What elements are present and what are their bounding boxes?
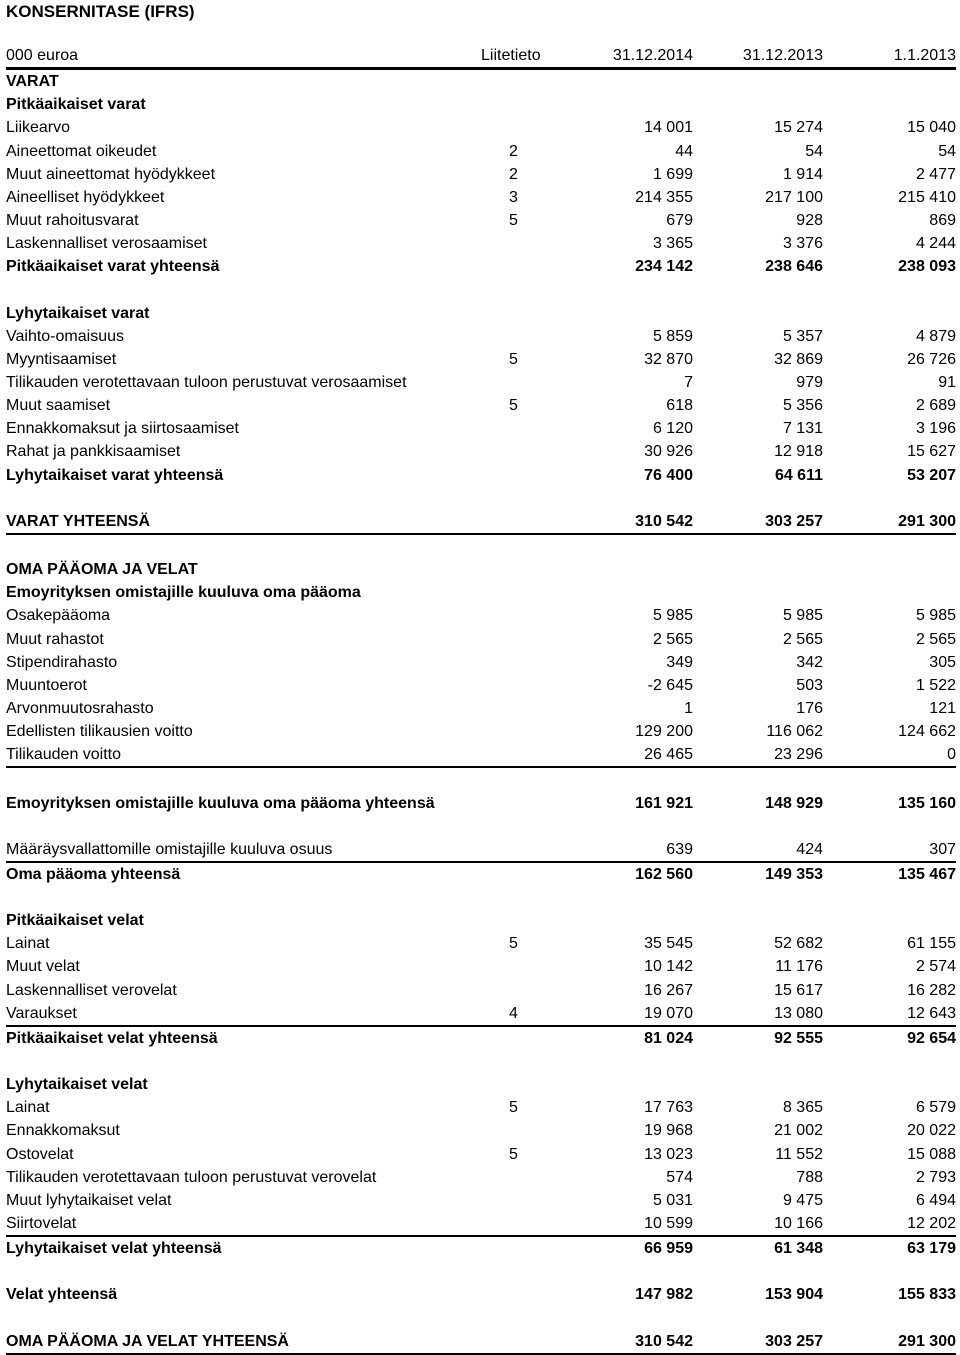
row-label: Pitkäaikaiset varat [6, 96, 146, 114]
table-row [6, 955, 956, 978]
value-2013: 153 904 [765, 1286, 823, 1304]
row-label: Siirtovelat [6, 1215, 77, 1233]
value-2014: 19 070 [644, 1004, 693, 1022]
value-2013-start: 215 410 [898, 188, 956, 206]
subtotal-row [6, 1237, 956, 1260]
table-row [6, 394, 956, 417]
value-2013-start: 124 662 [898, 723, 956, 741]
value-2014: 5 985 [652, 607, 693, 625]
table-row [6, 209, 956, 232]
value-2013: 1 914 [782, 165, 823, 183]
section-heading [6, 1073, 956, 1096]
header-col-2014: 31.12.2014 [612, 47, 693, 64]
row-label: Rahat ja pankkisaamiset [6, 443, 181, 461]
value-2013-start: 238 093 [898, 258, 956, 276]
value-2013-start: 291 300 [898, 512, 956, 530]
value-2013: 116 062 [766, 723, 823, 741]
grand-total-row [6, 510, 956, 535]
value-2014: 310 542 [635, 512, 693, 530]
row-label: Muut rahoitusvarat [6, 211, 139, 229]
value-2014: 234 142 [635, 258, 693, 276]
spacer-row [6, 1307, 956, 1330]
value-2013: 11 176 [775, 958, 823, 976]
row-note: 2 [509, 165, 518, 183]
value-2014: 2 565 [652, 630, 693, 648]
value-2013-start: 15 040 [907, 119, 956, 137]
row-label: Pitkäaikaiset velat [6, 912, 144, 930]
value-2013: 303 257 [765, 512, 823, 530]
value-2014: 17 763 [644, 1099, 693, 1117]
value-2014: 35 545 [644, 935, 693, 953]
subtotal-row [6, 255, 956, 278]
value-2013-start: 12 643 [907, 1004, 956, 1022]
subtotal-row [6, 464, 956, 487]
section-heading [6, 302, 956, 325]
row-note: 4 [509, 1004, 518, 1022]
row-label: Muuntoerot [6, 676, 87, 694]
value-2013-start: 53 207 [907, 466, 956, 484]
value-2013: 217 100 [765, 188, 823, 206]
row-label: Pitkäaikaiset varat yhteensä [6, 258, 220, 276]
row-label: OMA PÄÄOMA JA VELAT [6, 561, 198, 579]
table-row [6, 979, 956, 1002]
subtotal-row [6, 1283, 956, 1306]
value-2013-start: 1 522 [915, 676, 956, 694]
row-label: Laskennalliset verosaamiset [6, 235, 207, 253]
value-2014: 162 560 [635, 865, 693, 883]
row-label: Muut saamiset [6, 397, 111, 415]
value-2013-start: 305 [929, 653, 956, 671]
subtotal-row [6, 863, 956, 886]
value-2014: 66 959 [644, 1240, 693, 1258]
value-2013-start: 2 689 [915, 397, 956, 415]
value-2013: 3 376 [782, 235, 823, 253]
row-label: Vaihto-omaisuus [6, 327, 124, 345]
value-2013-start: 4 244 [915, 235, 956, 253]
value-2013-start: 61 155 [907, 935, 956, 953]
value-2013: 7 131 [782, 420, 823, 438]
table-row [6, 932, 956, 955]
row-label: Ostovelat [6, 1145, 74, 1163]
balance-sheet-table [6, 44, 956, 1355]
value-2013-start: 2 565 [915, 630, 956, 648]
value-2013: 9 475 [782, 1191, 823, 1209]
value-2014: 5 859 [652, 327, 693, 345]
table-row [6, 651, 956, 674]
value-2014: 44 [675, 142, 693, 160]
table-row [6, 140, 956, 163]
value-2014: 16 267 [644, 981, 693, 999]
value-2013: 503 [796, 676, 823, 694]
row-label: Tilikauden verotettavaan tuloon perustuvat verosaamiset [6, 373, 407, 391]
value-2014: 147 982 [635, 1286, 693, 1304]
row-label: Tilikauden verotettavaan tuloon perustuvat verovelat [6, 1168, 377, 1186]
row-label: Varaukset [6, 1004, 77, 1022]
value-2013: 21 002 [774, 1122, 823, 1140]
value-2013: 5 985 [782, 607, 823, 625]
table-header-row [6, 44, 956, 67]
table-row [6, 628, 956, 651]
value-2013-start: 91 [938, 373, 956, 391]
row-note: 5 [509, 211, 518, 229]
value-2013: 10 166 [774, 1215, 823, 1233]
value-2014: 349 [666, 653, 693, 671]
spacer-row [6, 886, 956, 909]
row-note: 5 [509, 1145, 518, 1163]
value-2013-start: 20 022 [907, 1122, 956, 1140]
spacer-row [6, 278, 956, 301]
value-2013-start: 869 [929, 211, 956, 229]
row-label: Lyhytaikaiset varat [6, 304, 150, 322]
table-row [6, 440, 956, 463]
value-2013: 342 [796, 653, 823, 671]
table-row [6, 838, 956, 863]
row-label: Määräysvallattomille omistajille kuuluva osuus [6, 840, 333, 858]
table-row [6, 1143, 956, 1166]
value-2014: -2 645 [647, 676, 693, 694]
page-title: KONSERNITASE (IFRS) [6, 2, 195, 21]
row-label: Edellisten tilikausien voitto [6, 723, 193, 741]
table-row [6, 348, 956, 371]
value-2013-start: 12 202 [907, 1215, 956, 1233]
row-label: Osakepääoma [6, 607, 111, 625]
value-2013: 15 617 [774, 981, 823, 999]
row-note: 2 [509, 142, 518, 160]
row-label: Muut rahastot [6, 630, 104, 648]
value-2014: 6 120 [652, 420, 693, 438]
value-2013-start: 63 179 [907, 1240, 956, 1258]
value-2014: 30 926 [644, 443, 693, 461]
row-label: Pitkäaikaiset velat yhteensä [6, 1029, 218, 1047]
spacer-row [6, 1260, 956, 1283]
value-2014: 214 355 [635, 188, 693, 206]
table-row [6, 1212, 956, 1237]
spacer-row [6, 768, 956, 791]
value-2013: 64 611 [774, 466, 823, 484]
spacer-row [6, 1050, 956, 1073]
value-2013-start: 15 627 [907, 443, 956, 461]
row-label: Aineettomat oikeudet [6, 142, 157, 160]
row-note: 5 [509, 397, 518, 415]
value-2013: 15 274 [774, 119, 823, 137]
table-row [6, 116, 956, 139]
table-row [6, 417, 956, 440]
row-label: OMA PÄÄOMA JA VELAT YHTEENSÄ [6, 1332, 289, 1350]
section-heading [6, 93, 956, 116]
value-2014: 129 200 [635, 723, 693, 741]
value-2013: 8 365 [782, 1099, 823, 1117]
value-2014: 679 [666, 211, 693, 229]
value-2013-start: 155 833 [898, 1286, 956, 1304]
section-heading [6, 67, 956, 93]
spacer-row [6, 487, 956, 510]
table-row [6, 232, 956, 255]
value-2013-start: 2 477 [915, 165, 956, 183]
grand-total-row [6, 1330, 956, 1355]
value-2013-start: 6 579 [915, 1099, 956, 1117]
subtotal-row [6, 792, 956, 815]
value-2014: 19 968 [644, 1122, 693, 1140]
value-2013: 61 348 [774, 1240, 823, 1258]
table-row [6, 697, 956, 720]
row-note: 5 [509, 1099, 518, 1117]
table-row [6, 604, 956, 627]
value-2014: 76 400 [644, 466, 693, 484]
table-body [6, 67, 956, 1355]
row-label: Arvonmuutosrahasto [6, 699, 154, 717]
table-row [6, 1119, 956, 1142]
value-2013-start: 4 879 [915, 327, 956, 345]
row-label: Laskennalliset verovelat [6, 981, 177, 999]
value-2014: 10 599 [644, 1215, 693, 1233]
row-label: Ennakkomaksut ja siirtosaamiset [6, 420, 239, 438]
value-2014: 10 142 [644, 958, 693, 976]
table-row [6, 743, 956, 768]
value-2013: 92 555 [774, 1029, 823, 1047]
value-2013-start: 16 282 [907, 981, 956, 999]
value-2013: 54 [805, 142, 823, 160]
row-label: Muut velat [6, 958, 80, 976]
value-2013-start: 15 088 [907, 1145, 956, 1163]
value-2013: 13 080 [774, 1004, 823, 1022]
row-label: Stipendirahasto [6, 653, 118, 671]
value-2013-start: 5 985 [915, 607, 956, 625]
row-label: Ennakkomaksut [6, 1122, 120, 1140]
value-2014: 7 [684, 373, 693, 391]
row-label: VARAT [6, 73, 59, 91]
value-2013: 11 552 [775, 1145, 823, 1163]
value-2013: 12 918 [774, 443, 823, 461]
header-col-2013-start: 1.1.2013 [893, 47, 956, 64]
value-2013: 928 [796, 211, 823, 229]
row-note: 5 [509, 350, 518, 368]
row-note: 3 [509, 188, 518, 206]
table-row [6, 720, 956, 743]
value-2013: 424 [796, 840, 823, 858]
table-row [6, 1002, 956, 1027]
value-2014: 32 870 [644, 350, 693, 368]
value-2013-start: 26 726 [907, 350, 956, 368]
value-2014: 161 921 [635, 794, 693, 812]
value-2013-start: 54 [938, 142, 956, 160]
row-label: VARAT YHTEENSÄ [6, 512, 151, 530]
value-2014: 1 699 [652, 165, 693, 183]
section-heading [6, 558, 956, 581]
row-label: Oma pääoma yhteensä [6, 865, 181, 883]
value-2013: 149 353 [765, 865, 823, 883]
table-row [6, 1096, 956, 1119]
value-2013: 5 357 [782, 327, 823, 345]
row-label: Emoyrityksen omistajille kuuluva oma pääoma [6, 584, 361, 602]
row-label: Velat yhteensä [6, 1286, 118, 1304]
header-note-label: Liitetieto [481, 47, 541, 64]
row-note: 5 [509, 935, 518, 953]
value-2014: 1 [684, 699, 693, 717]
value-2014: 81 024 [644, 1029, 693, 1047]
value-2013: 2 565 [782, 630, 823, 648]
spacer-row [6, 535, 956, 558]
row-label: Muut lyhytaikaiset velat [6, 1191, 172, 1209]
value-2014: 14 001 [644, 119, 693, 137]
row-label: Lainat [6, 935, 50, 953]
row-label: Liikearvo [6, 119, 71, 137]
value-2013: 176 [796, 699, 823, 717]
value-2014: 618 [666, 397, 693, 415]
value-2013-start: 291 300 [898, 1332, 956, 1350]
row-label: Tilikauden voitto [6, 746, 122, 764]
header-unit-label: 000 euroa [6, 47, 79, 64]
section-heading [6, 909, 956, 932]
row-label: Muut aineettomat hyödykkeet [6, 165, 216, 183]
value-2013: 5 356 [782, 397, 823, 415]
value-2014: 639 [666, 840, 693, 858]
value-2014: 13 023 [644, 1145, 693, 1163]
value-2013: 148 929 [765, 794, 823, 812]
table-row [6, 325, 956, 348]
row-label: Aineelliset hyödykkeet [6, 188, 165, 206]
table-row [6, 1166, 956, 1189]
value-2013: 23 296 [774, 746, 823, 764]
table-row [6, 371, 956, 394]
value-2013: 788 [796, 1168, 823, 1186]
spacer-row [6, 815, 956, 838]
row-label: Lainat [6, 1099, 50, 1117]
value-2014: 5 031 [652, 1191, 693, 1209]
value-2013-start: 3 196 [915, 420, 956, 438]
value-2013-start: 92 654 [907, 1029, 956, 1047]
value-2014: 574 [666, 1168, 693, 1186]
subtotal-row [6, 1027, 956, 1050]
value-2013-start: 0 [947, 746, 956, 764]
table-row [6, 1189, 956, 1212]
row-label: Lyhytaikaiset velat [6, 1076, 148, 1094]
value-2013: 52 682 [774, 935, 823, 953]
row-label: Myyntisaamiset [6, 350, 117, 368]
value-2014: 310 542 [635, 1332, 693, 1350]
value-2013: 303 257 [765, 1332, 823, 1350]
table-row [6, 674, 956, 697]
row-label: Lyhytaikaiset velat yhteensä [6, 1240, 222, 1258]
value-2013-start: 2 574 [915, 958, 956, 976]
value-2013-start: 2 793 [915, 1168, 956, 1186]
row-label: Lyhytaikaiset varat yhteensä [6, 466, 224, 484]
section-heading [6, 581, 956, 604]
value-2013: 32 869 [774, 350, 823, 368]
value-2013-start: 135 467 [898, 865, 956, 883]
header-col-2013: 31.12.2013 [742, 47, 823, 64]
value-2013-start: 135 160 [898, 794, 956, 812]
value-2013-start: 6 494 [915, 1191, 956, 1209]
value-2014: 26 465 [644, 746, 693, 764]
table-row [6, 186, 956, 209]
value-2014: 3 365 [652, 235, 693, 253]
row-label: Emoyrityksen omistajille kuuluva oma pääoma yhteensä [6, 794, 435, 812]
value-2013-start: 307 [929, 840, 956, 858]
table-row [6, 163, 956, 186]
value-2013: 238 646 [765, 258, 823, 276]
value-2013-start: 121 [929, 699, 956, 717]
value-2013: 979 [796, 373, 823, 391]
